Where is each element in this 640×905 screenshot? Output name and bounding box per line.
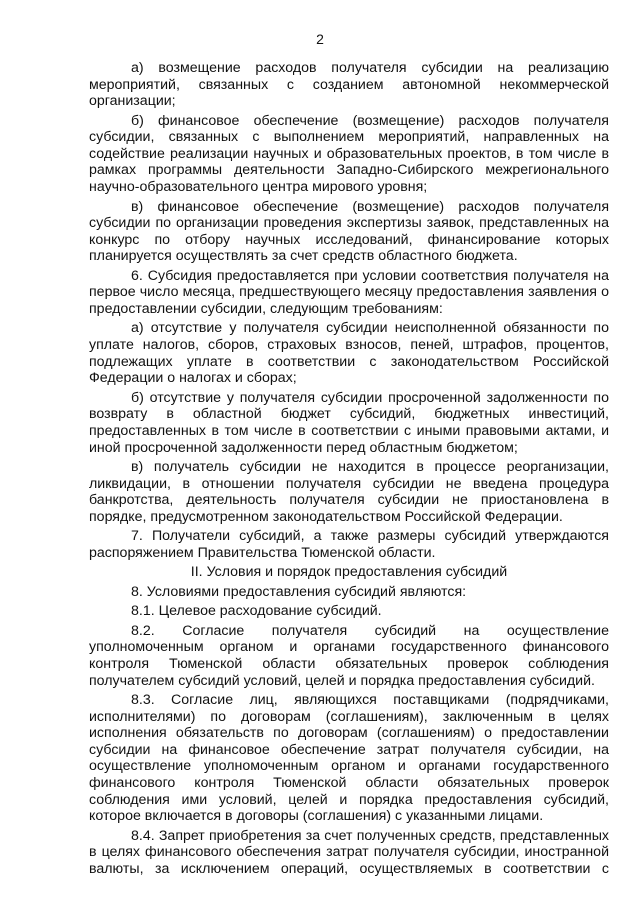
paragraph-5a: а) возмещение расходов получателя субсидии на реализацию мероприятий, связанных с созданием автономной некоммерческой организации; bbox=[89, 60, 609, 110]
paragraph-8-1: 8.1. Целевое расходование субсидий. bbox=[131, 603, 382, 620]
paragraph-6: 6. Субсидия предоставляется при условии соответствия получателя на первое число месяца, предшествующего месяцу предоставления заявления о предоставлении субсидии, следующим требованиям: bbox=[89, 267, 609, 317]
page-number: 2 bbox=[316, 31, 324, 47]
paragraph-8: 8. Условиями предоставления субсидий являются: bbox=[131, 583, 467, 600]
document-body bbox=[89, 60, 609, 877]
paragraph-5b: б) финансовое обеспечение (возмещение) расходов получателя субсидии, связанных с выполнением мероприятий, направленных на содействие реализации научных и образовательных проектов, в том числе в рамках программы деятельности Западно-Сибирского межрегионального научно-образовательного центра мирового уровня; bbox=[89, 112, 609, 196]
paragraph-8-3: 8.3. Согласие лиц, являющихся поставщиками (подрядчиками, исполнителями) по договорам (соглашениям), заключенным в целях исполнения обязательств по договорам (соглашениям) о предоставлении субсидии на финансовое обеспечение затрат получателя субсидии, на осуществление уполномоченным органом и органами государственного финансового контроля Тюменской области обязательных проверок соблюдения ими условий, целей и порядка предоставления субсидий, которое включается в договоры (соглашения) с указанными лицами. bbox=[89, 692, 609, 825]
section-heading: II. Условия и порядок предоставления субсидий bbox=[190, 564, 508, 581]
paragraph-8-2: 8.2. Согласие получателя субсидий на осуществление уполномоченным органом и органами государственного финансового контроля Тюменской области обязательных проверок соблюдения получателем субсидий условий, целей и порядка предоставления субсидий. bbox=[89, 622, 609, 689]
paragraph-6c: в) получатель субсидии не находится в процессе реорганизации, ликвидации, в отношении получателя субсидии не введена процедура банкротства, деятельность получателя субсидии не приостановлена в порядке, предусмотренном законодательством Российской Федерации. bbox=[89, 459, 609, 525]
paragraph-7: 7. Получатели субсидий, а также размеры субсидий утверждаются распоряжением Правительства Тюменской области. bbox=[89, 528, 609, 561]
paragraph-8-4: 8.4. Запрет приобретения за счет полученных средств, представленных в целях финансового обеспечения затрат получателя субсидии, иностранной валюты, за исключением операций, осуществляемых в соответствии с bbox=[89, 827, 609, 877]
paragraph-5c: в) финансовое обеспечение (возмещение) расходов получателя субсидии по организации проведения экспертизы заявок, представленных на конкурс по отбору научных исследований, финансирование которых планируется осуществлять за счет средств областного бюджета. bbox=[89, 198, 609, 265]
paragraph-6b: б) отсутствие у получателя субсидии просроченной задолженности по возврату в областной бюджет субсидий, бюджетных инвестиций, предоставленных в том числе в соответствии с иными правовыми актами, и иной просроченной задолженности перед областным бюджетом; bbox=[89, 389, 609, 456]
paragraph-6a: а) отсутствие у получателя субсидии неисполненной обязанности по уплате налогов, сборов, страховых взносов, пеней, штрафов, процентов, подлежащих уплате в соответствии с законодательством Российской Федерации о налогах и сборах; bbox=[89, 320, 609, 387]
